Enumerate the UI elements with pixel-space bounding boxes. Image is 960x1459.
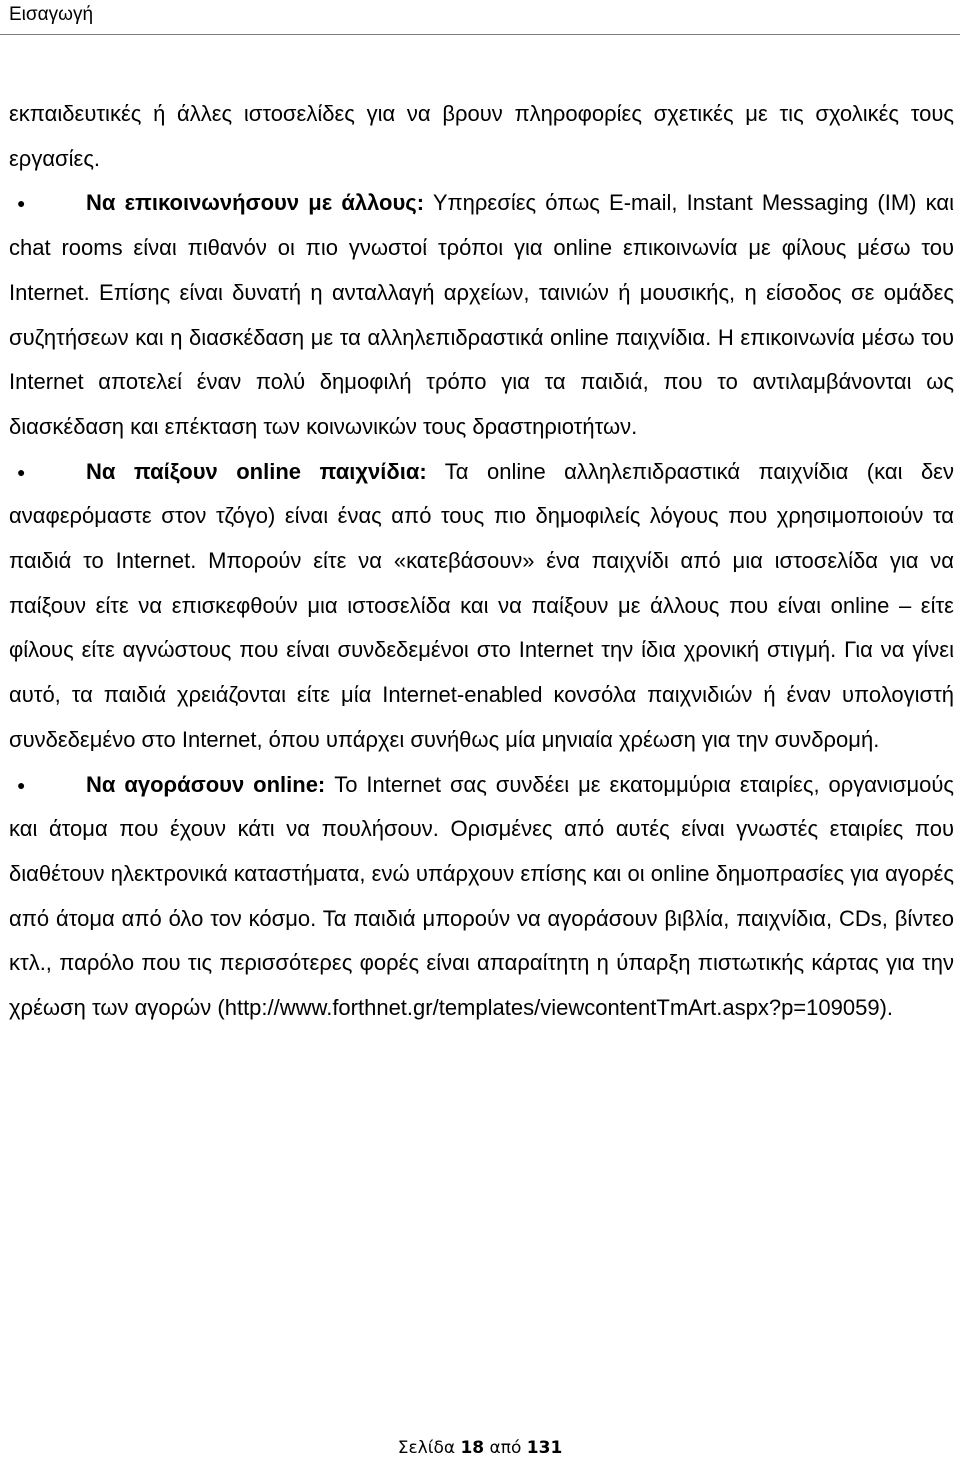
bullet-icon: ● — [17, 195, 26, 212]
document-body — [9, 92, 954, 1031]
bullet-item-shopping — [9, 763, 954, 1031]
bullet-text: Υπηρεσίες όπως E-mail, Instant Messaging (IM) και chat rooms είναι πιθανόν οι πιο γνωστοί τρόποι για online επικοινωνία με φίλους μέσω του Internet. Επίσης είναι δυνατή η ανταλλαγή αρχείων, ταινιών ή μουσικής, η είσοδος σε ομάδες συζητήσεων και η διασκέδαση με τα αλληλεπιδραστικά online παιχνίδια. Η επικοινωνία μέσω του Internet αποτελεί έναν πολύ δημοφιλή τρόπο για τα παιδιά, που το αντιλαμβάνονται ως διασκέδαση και επέκταση των κοινωνικών τους δραστηριοτήτων. — [9, 190, 954, 439]
bullet-item-games — [9, 450, 954, 763]
bullet-text: Το Internet σας συνδέει με εκατομμύρια εταιρίες, οργανισμούς και άτομα που έχουν κάτι να πουλήσουν. Ορισμένες από αυτές είναι γνωστές εταιρίες που διαθέτουν ηλεκτρονικά καταστήματα, ενώ υπάρχουν επίσης και οι online δημοπρασίες για αγορές από άτομα από όλο τον κόσμο. Τα παιδιά μπορούν να αγοράσουν βιβλία, παιχνίδια, CDs, βίντεο κτλ., παρόλο που τις περισσότερες φορές είναι απαραίτητη η ύπαρξη πιστωτικής κάρτας για την χρέωση των αγορών (http://www.forthnet.gr/templates/viewcontentTmArt.aspx?p=109059). — [9, 771, 954, 1021]
header-divider — [0, 34, 960, 35]
bullet-lead: Να παίξουν online παιχνίδια: — [86, 458, 427, 484]
bullet-lead: Να αγοράσουν online: — [86, 771, 326, 797]
footer-total-pages: 131 — [526, 1438, 563, 1458]
footer-of-word: από — [489, 1438, 522, 1458]
header-title: Εισαγωγή — [9, 4, 94, 25]
bullet-icon: ● — [17, 776, 26, 793]
page-header — [0, 0, 960, 36]
bullet-lead: Να επικοινωνήσουν με άλλους: — [86, 190, 425, 216]
page-footer — [0, 1437, 960, 1459]
footer-page-word: Σελίδα — [397, 1438, 456, 1458]
bullet-item-communicate — [9, 181, 954, 449]
bullet-text: Τα online αλληλεπιδραστικά παιχνίδια (και δεν αναφερόμαστε στον τζόγο) είναι ένας από τους πιο δημοφιλείς λόγους που χρησιμοποιούν τα παιδιά το Internet. Μπορούν είτε να «κατεβάσουν» ένα παιχνίδι από μια ιστοσελίδα για να παίξουν είτε να επισκεφθούν μια ιστοσελίδα και να παίξουν με άλλους που είναι online – είτε φίλους είτε αγνώστους που είναι συνδεδεμένοι στο Internet την ίδια χρονική στιγμή. Για να γίνει αυτό, τα παιδιά χρειάζονται είτε μία Internet-enabled κονσόλα παιχνιδιών ή έναν υπολογιστή συνδεδεμένο στο Internet, όπου υπάρχει συνήθως μία μηνιαία χρέωση για την συνδρομή. — [9, 458, 954, 752]
intro-paragraph: εκπαιδευτικές ή άλλες ιστοσελίδες για να βρουν πληροφορίες σχετικές με τις σχολικές τους εργασίες. — [9, 101, 954, 171]
footer-page-number: 18 — [460, 1438, 485, 1458]
bullet-icon: ● — [17, 463, 26, 480]
